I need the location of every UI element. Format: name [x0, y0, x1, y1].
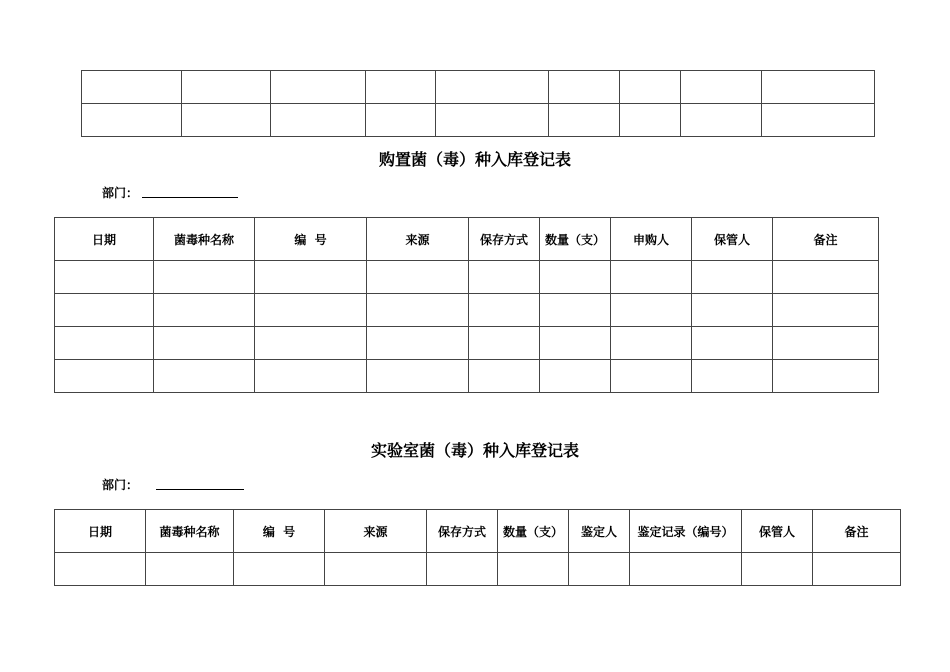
table-cell[interactable] — [630, 553, 742, 586]
table-cell[interactable] — [773, 261, 879, 294]
table-cell[interactable] — [611, 261, 692, 294]
table-cell[interactable] — [55, 261, 154, 294]
table-cell[interactable] — [55, 553, 146, 586]
header-quantity: 数量（支） — [498, 510, 569, 553]
table-cell[interactable] — [549, 71, 620, 104]
table-cell[interactable] — [692, 360, 773, 393]
table-cell[interactable] — [82, 104, 182, 137]
table-cell[interactable] — [234, 553, 325, 586]
table-cell[interactable] — [569, 553, 630, 586]
form1-dept-label: 部门： — [102, 186, 139, 200]
table-cell[interactable] — [154, 294, 255, 327]
header-custodian: 保管人 — [692, 218, 773, 261]
table-cell[interactable] — [540, 360, 611, 393]
form1-dept-field[interactable] — [142, 197, 238, 198]
table-cell[interactable] — [271, 71, 366, 104]
table-cell[interactable] — [255, 261, 367, 294]
table-cell[interactable] — [436, 71, 549, 104]
table-cell[interactable] — [367, 294, 469, 327]
table-cell[interactable] — [255, 294, 367, 327]
header-strain-name: 菌毒种名称 — [146, 510, 234, 553]
header-storage-method: 保存方式 — [427, 510, 498, 553]
header-source: 来源 — [325, 510, 427, 553]
table-cell[interactable] — [55, 327, 154, 360]
table-cell[interactable] — [55, 294, 154, 327]
table-cell[interactable] — [427, 553, 498, 586]
table-cell[interactable] — [611, 327, 692, 360]
table-cell[interactable] — [271, 104, 366, 137]
table-cell[interactable] — [692, 294, 773, 327]
table-row — [55, 360, 879, 393]
table-cell[interactable] — [681, 104, 762, 137]
table-cell[interactable] — [620, 71, 681, 104]
table-header-row — [55, 510, 901, 553]
table-cell[interactable] — [611, 294, 692, 327]
header-date: 日期 — [55, 510, 146, 553]
table-cell[interactable] — [692, 261, 773, 294]
table-cell[interactable] — [498, 553, 569, 586]
table-cell[interactable] — [681, 71, 762, 104]
form2-dept-label: 部门： — [102, 478, 139, 492]
header-identification-record: 鉴定记录（编号） — [630, 510, 742, 553]
table-cell[interactable] — [366, 71, 436, 104]
header-remarks: 备注 — [773, 218, 879, 261]
table-header-row — [55, 218, 879, 261]
table-cell[interactable] — [255, 360, 367, 393]
table-cell[interactable] — [611, 360, 692, 393]
table-row — [82, 71, 875, 104]
table-cell[interactable] — [367, 327, 469, 360]
header-number: 编 号 — [234, 510, 325, 553]
header-strain-name: 菌毒种名称 — [154, 218, 255, 261]
table-row — [55, 261, 879, 294]
table-row — [55, 553, 901, 586]
table-cell[interactable] — [692, 327, 773, 360]
table-cell[interactable] — [469, 261, 540, 294]
header-identifier: 鉴定人 — [569, 510, 630, 553]
table-cell[interactable] — [549, 104, 620, 137]
header-date: 日期 — [55, 218, 154, 261]
table-cell[interactable] — [762, 71, 875, 104]
table-cell[interactable] — [367, 261, 469, 294]
table-cell[interactable] — [154, 327, 255, 360]
table-cell[interactable] — [469, 294, 540, 327]
header-custodian: 保管人 — [742, 510, 813, 553]
table-cell[interactable] — [540, 327, 611, 360]
table-cell[interactable] — [366, 104, 436, 137]
form2-title: 实验室菌（毒）种入库登记表 — [370, 441, 579, 460]
table-cell[interactable] — [773, 294, 879, 327]
table-cell[interactable] — [82, 71, 182, 104]
table-cell[interactable] — [620, 104, 681, 137]
table-cell[interactable] — [146, 553, 234, 586]
header-quantity: 数量（支） — [540, 218, 611, 261]
table-cell[interactable] — [154, 261, 255, 294]
table-cell[interactable] — [154, 360, 255, 393]
previous-form-table-fragment — [81, 70, 875, 137]
header-purchaser: 申购人 — [611, 218, 692, 261]
table-cell[interactable] — [367, 360, 469, 393]
lab-registry-table — [54, 509, 901, 586]
table-cell[interactable] — [813, 553, 901, 586]
table-cell[interactable] — [762, 104, 875, 137]
table-cell[interactable] — [182, 71, 271, 104]
table-row — [55, 294, 879, 327]
purchase-registry-table — [54, 217, 879, 393]
form1-title: 购置菌（毒）种入库登记表 — [378, 150, 571, 169]
table-cell[interactable] — [540, 261, 611, 294]
table-cell[interactable] — [469, 327, 540, 360]
header-storage-method: 保存方式 — [469, 218, 540, 261]
table-cell[interactable] — [742, 553, 813, 586]
table-cell[interactable] — [55, 360, 154, 393]
table-cell[interactable] — [255, 327, 367, 360]
table-cell[interactable] — [540, 294, 611, 327]
header-number: 编 号 — [255, 218, 367, 261]
table-cell[interactable] — [436, 104, 549, 137]
table-cell[interactable] — [325, 553, 427, 586]
header-remarks: 备注 — [813, 510, 901, 553]
table-row — [82, 104, 875, 137]
table-cell[interactable] — [773, 360, 879, 393]
table-cell[interactable] — [469, 360, 540, 393]
table-row — [55, 327, 879, 360]
form2-dept-field[interactable] — [156, 489, 244, 490]
table-cell[interactable] — [182, 104, 271, 137]
table-cell[interactable] — [773, 327, 879, 360]
header-source: 来源 — [367, 218, 469, 261]
